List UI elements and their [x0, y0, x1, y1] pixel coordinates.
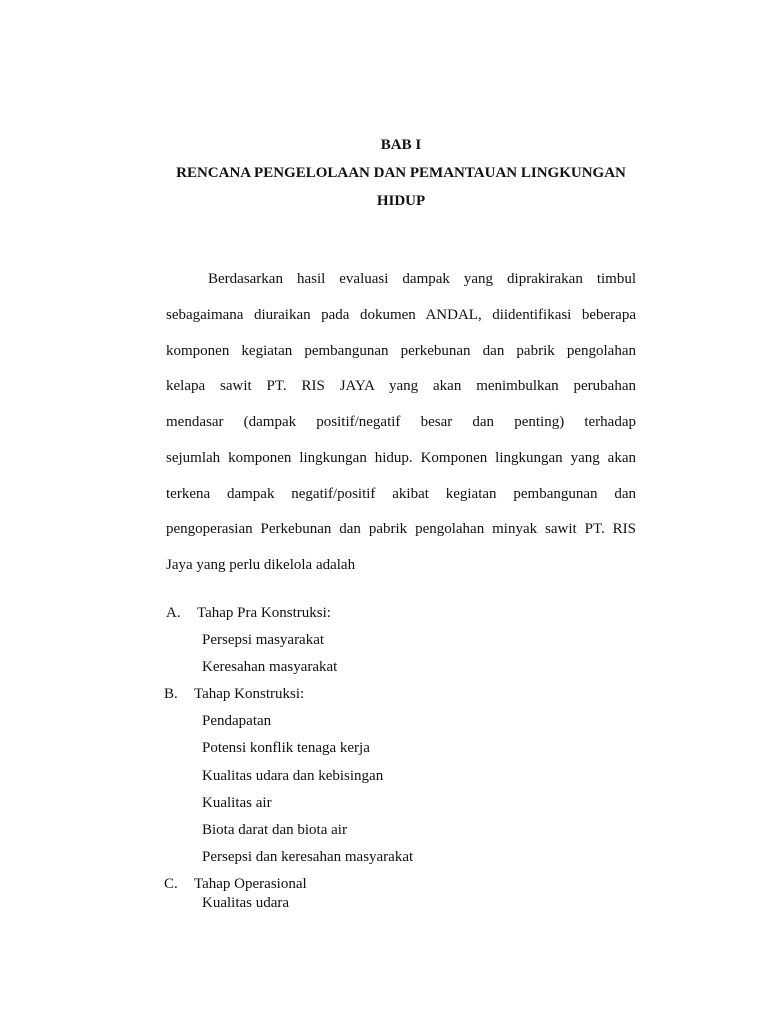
list-item: Kualitas udara dan kebisingan	[202, 768, 384, 784]
paragraph-line: komponen kegiatan pembangunan perkebunan dan pabrik pengolahan	[166, 343, 636, 359]
paragraph-line: terkena dampak negatif/positif akibat kegiatan pembangunan dan	[166, 486, 636, 502]
list-item: Pendapatan	[202, 713, 272, 729]
list-item: Keresahan masyarakat	[202, 659, 338, 675]
chapter-title-line-1: RENCANA PENGELOLAAN DAN PEMANTAUAN LINGKUNGAN	[176, 165, 626, 181]
paragraph-line: Jaya yang perlu dikelola adalah	[166, 557, 356, 573]
paragraph-line: pengoperasian Perkebunan dan pabrik pengolahan minyak sawit PT. RIS	[166, 521, 636, 537]
stage-title: Tahap Operasional	[194, 876, 307, 892]
list-item: Biota darat dan biota air	[202, 822, 347, 838]
paragraph-line: kelapa sawit PT. RIS JAYA yang akan menimbulkan perubahan	[166, 378, 636, 394]
paragraph-line: Berdasarkan hasil evaluasi dampak yang diprakirakan timbul	[208, 271, 636, 287]
list-item: Potensi konflik tenaga kerja	[202, 740, 370, 756]
paragraph-line: mendasar (dampak positif/negatif besar dan penting) terhadap	[166, 414, 636, 430]
stage-label: B.	[164, 686, 178, 702]
chapter-title-line-2: HIDUP	[376, 193, 426, 209]
paragraph-line: sejumlah komponen lingkungan hidup. Komponen lingkungan yang akan	[166, 450, 636, 466]
paragraph-line: sebagaimana diuraikan pada dokumen ANDAL, diidentifikasi beberapa	[166, 307, 636, 323]
chapter-heading: BAB I	[380, 137, 422, 153]
stage-label: A.	[166, 605, 181, 621]
list-item: Persepsi dan keresahan masyarakat	[202, 849, 414, 865]
stage-title: Tahap Konstruksi:	[194, 686, 305, 702]
stage-title: Tahap Pra Konstruksi:	[197, 605, 331, 621]
list-item: Persepsi masyarakat	[202, 632, 325, 648]
stage-label: C.	[164, 876, 178, 892]
list-item: Kualitas udara	[202, 895, 290, 911]
list-item: Kualitas air	[202, 795, 272, 811]
